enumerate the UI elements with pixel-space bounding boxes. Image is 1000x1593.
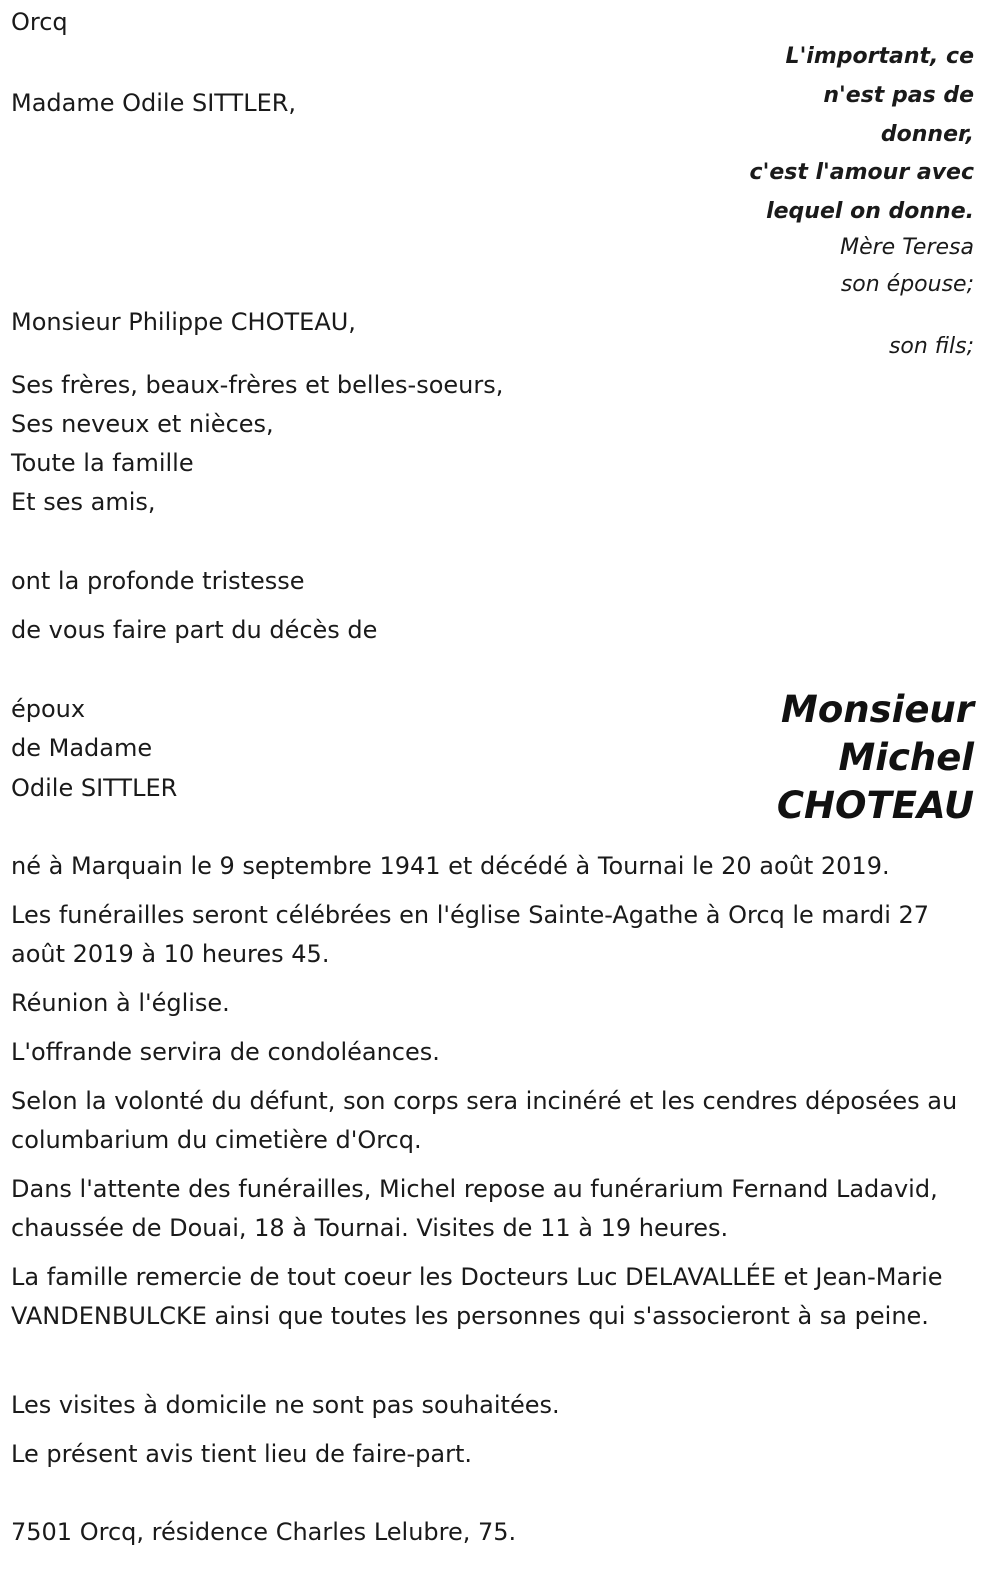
footer-address: 7501 Orcq, résidence Charles Lelubre, 75.: [11, 1518, 517, 1546]
quote-line-5: lequel on donne.: [766, 199, 974, 224]
quote-line-3: donner,: [880, 122, 974, 147]
family-other-3: Toute la famille: [11, 449, 194, 477]
quote-line-4: c'est l'amour avec: [749, 160, 974, 185]
deceased-relation-2: de Madame: [11, 734, 153, 762]
deceased-relation-1: époux: [11, 695, 86, 723]
deceased-name-title: Monsieur: [781, 688, 974, 731]
paragraph-thanks: La famille remercie de tout coeur les Docteurs Luc DELAVALLÉE et Jean-Marie VANDENBULCKE ainsi que toutes les personnes qui s'associeront à sa peine.: [11, 1263, 943, 1330]
deceased-name-last: CHOTEAU: [776, 784, 974, 827]
family-other-2: Ses neveux et nièces,: [11, 410, 274, 438]
paragraph-offering: L'offrande servira de condoléances.: [11, 1038, 440, 1066]
paragraph-funerarium: Dans l'attente des funérailles, Michel repose au funérarium Fernand Ladavid, chaussée de Douai, 18 à Tournai. Visites de 11 à 19 heures.: [11, 1175, 938, 1242]
quote-line-1: L'important, ce: [785, 44, 974, 69]
family-spouse: Madame Odile SITTLER,: [11, 89, 297, 117]
family-son: Monsieur Philippe CHOTEAU,: [11, 308, 356, 336]
paragraph-meeting: Réunion à l'église.: [11, 989, 230, 1017]
family-other-1: Ses frères, beaux-frères et belles-soeurs,: [11, 371, 504, 399]
announcement-line-2: de vous faire part du décès de: [11, 616, 378, 644]
deceased-name-first: Michel: [838, 736, 974, 779]
quote-line-2: n'est pas de: [823, 83, 974, 108]
son-relation: son fils;: [888, 334, 974, 359]
paragraph-notice: Le présent avis tient lieu de faire-part.: [11, 1440, 473, 1468]
deceased-relation-3: Odile SITTLER: [11, 774, 178, 802]
paragraph-funeral: Les funérailles seront célébrées en l'église Sainte-Agathe à Orcq le mardi 27 août 2019 à 10 heures 45.: [11, 901, 930, 968]
header-location: Orcq: [11, 8, 68, 36]
quote-author: Mère Teresa: [840, 235, 974, 260]
spouse-relation: son épouse;: [840, 272, 974, 297]
announcement-line-1: ont la profonde tristesse: [11, 567, 305, 595]
paragraph-visits: Les visites à domicile ne sont pas souhaitées.: [11, 1391, 560, 1419]
paragraph-cremation: Selon la volonté du défunt, son corps sera incinéré et les cendres déposées au columbarium du cimetière d'Orcq.: [11, 1087, 958, 1154]
paragraph-birth-death: né à Marquain le 9 septembre 1941 et décédé à Tournai le 20 août 2019.: [11, 852, 890, 880]
family-other-4: Et ses amis,: [11, 488, 156, 516]
